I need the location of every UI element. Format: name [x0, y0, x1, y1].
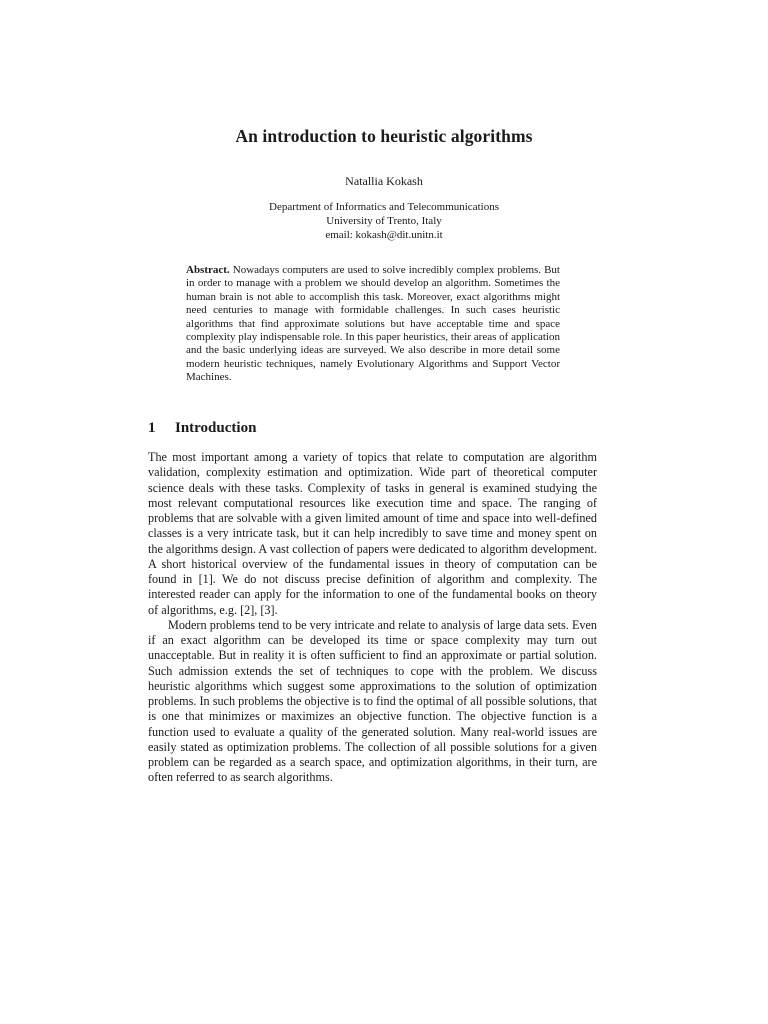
paragraph-1: The most important among a variety of topics that relate to computation are algorithm validation, complexity estimation and optimization. Wide part of theoretical computer science deals with these tasks. Complexity of tasks in general is examined studying the most relevant computational resources like execution time and space. The ranging of problems that are solvable with a given limited amount of time and space into well-defined classes is a very intricate task, but it can help incredibly to save time and money spent on the algorithms design. A vast collection of papers were dedicated to algorithm development. A short historical overview of the fundamental issues in theory of computation can be found in [1]. We do not discuss precise definition of algorithm and complexity. The interested reader can apply for the information to one of the fundamental books on theory of algorithms, e.g. [2], [3].	[148, 450, 597, 617]
affiliation-block	[0, 200, 768, 242]
section-title: Introduction	[175, 420, 257, 436]
section-heading	[148, 420, 256, 437]
affiliation-university: University of Trento, Italy	[326, 215, 442, 227]
abstract-label: Abstract.	[186, 264, 230, 276]
paragraph-2: Modern problems tend to be very intricate and relate to analysis of large data sets. Even if an exact algorithm can be developed its time or space complexity may turn out unacceptable. But in reality it is often sufficient to find an approximate or partial solution. Such admission extends the set of techniques to cope with the problem. We discuss heuristic algorithms which suggest some approximations to the solution of optimization problems. In such problems the objective is to find the optimal of all possible solutions, that is one that minimizes or maximizes an objective function. The objective function is a function used to evaluate a quality of the generated solution. Many real-world issues are easily stated as optimization problems. The collection of all possible solutions for a given problem can be regarded as a search space, and optimization algorithms, in their turn, are often referred to as search algorithms.	[148, 617, 597, 785]
author-name: Natallia Kokash	[345, 174, 423, 188]
abstract-text: Nowadays computers are used to solve incredibly complex problems. But in order to manage with a problem we should develop an algorithm. Sometimes the human brain is not able to accomplish this task. Moreover, exact algorithms might need centuries to manage with formidable challenges. In such cases heuristic algorithms that find approximate solutions but have acceptable time and space complexity play indispensable role. In this paper heuristics, their areas of application and the basic underlying ideas are surveyed. We also describe in more detail some modern heuristic techniques, namely Evolutionary Algorithms and Support Vector Machines.	[186, 264, 560, 384]
abstract	[186, 264, 560, 385]
section-body	[148, 450, 597, 786]
affiliation-department: Department of Informatics and Telecommunications	[269, 201, 499, 213]
section-number: 1	[148, 420, 156, 436]
paper-title: An introduction to heuristic algorithms	[235, 126, 533, 146]
affiliation-email: email: kokash@dit.unitn.it	[325, 229, 443, 241]
